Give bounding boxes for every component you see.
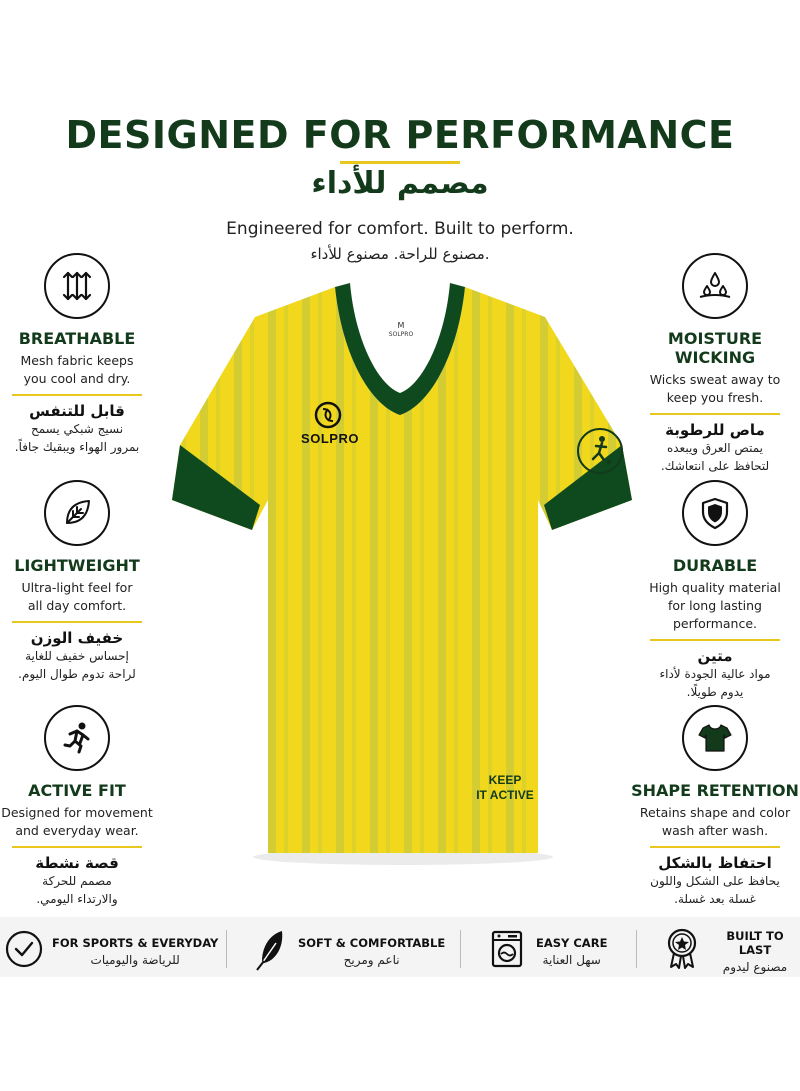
feature-title-arabic: خفيف الوزن <box>30 629 124 647</box>
benefit-title-arabic: سهل العناية <box>542 952 601 967</box>
size-tag: M <box>397 321 405 330</box>
benefit-soft-comfortable <box>254 927 445 975</box>
bottom-divider <box>226 930 227 968</box>
award-badge-icon <box>664 927 700 975</box>
bottom-divider <box>460 930 461 968</box>
feature-desc-arabic: يمتص العرق ويبعده لتحافظ على انتعاشك. <box>660 441 770 473</box>
benefit-title: FOR SPORTS & EVERYDAY <box>52 935 219 950</box>
feather-icon <box>254 927 290 975</box>
leaf-icon <box>44 480 110 546</box>
feature-desc: Mesh fabric keeps you cool and dry. <box>20 353 134 386</box>
feature-moisture-wicking <box>630 253 800 475</box>
feature-divider <box>650 639 780 641</box>
runner-icon <box>44 705 110 771</box>
feature-durable <box>630 480 800 701</box>
benefit-easy-care <box>490 927 607 975</box>
feature-desc-arabic: مواد عالية الجودة لأداء يدوم طويلًا. <box>659 667 771 699</box>
page-subtitle: Engineered for comfort. Built to perform. <box>226 219 574 239</box>
feature-desc: High quality material for long lasting performance. <box>649 580 781 631</box>
feature-desc: Ultra-light feel for all day comfort. <box>21 580 133 613</box>
shirt-slogan: KEEP IT ACTIVE <box>476 773 534 802</box>
feature-desc-arabic: نسيج شبكي يسمح بمرور الهواء ويبقيك جافاً. <box>14 422 140 454</box>
feature-divider <box>12 846 142 848</box>
feature-shape-retention <box>630 705 800 908</box>
tshirt-icon <box>682 705 748 771</box>
feature-lightweight <box>0 480 162 683</box>
benefit-built-to-last <box>664 927 800 975</box>
washing-machine-icon <box>490 929 524 973</box>
feature-breathable <box>0 253 162 456</box>
feature-title: LIGHTWEIGHT <box>14 556 140 575</box>
check-circle-icon <box>4 929 44 973</box>
benefit-title-arabic: للرياضة واليوميات <box>90 952 180 967</box>
feature-desc: Designed for movement and everyday wear. <box>1 805 153 838</box>
feature-desc-arabic: مصمم للحركة والارتداء اليومي. <box>36 874 118 906</box>
feature-divider <box>650 846 780 848</box>
title-underline <box>340 161 460 164</box>
feature-divider <box>12 621 142 623</box>
feature-desc: Retains shape and color wash after wash. <box>639 805 791 838</box>
benefit-sports-everyday <box>4 927 218 975</box>
feature-title-arabic: ماص للرطوبة <box>665 421 765 439</box>
feature-desc-arabic: إحساس خفيف للغاية لراحة تدوم طوال اليوم. <box>18 649 136 681</box>
benefit-title-arabic: ناعم ومريح <box>343 952 400 967</box>
product-shirt-image <box>160 275 640 875</box>
page-title-arabic: مصمم للأداء <box>311 166 489 201</box>
feature-title-arabic: متين <box>697 647 733 665</box>
feature-desc: Wicks sweat away to keep you fresh. <box>649 372 781 405</box>
neck-tag-brand: SOLPRO <box>388 331 414 338</box>
benefit-title: SOFT & COMFORTABLE <box>298 935 446 950</box>
feature-desc-arabic: يحافظ على الشكل واللون غسلة بعد غسلة. <box>650 874 780 906</box>
page-title: DESIGNED FOR PERFORMANCE <box>65 113 735 157</box>
feature-active-fit <box>0 705 162 908</box>
shirt-brand-label: SOLPRO <box>301 431 359 446</box>
feature-divider <box>650 413 780 415</box>
droplets-icon <box>682 253 748 319</box>
feature-title-arabic: قصة نشطة <box>35 854 119 872</box>
page-subtitle-arabic: مصنوع للراحة. مصنوع للأداء. <box>310 245 490 263</box>
feature-title: SHAPE RETENTION <box>631 781 799 800</box>
feature-title-arabic: قابل للتنفس <box>29 402 125 420</box>
feature-title: BREATHABLE <box>18 329 136 348</box>
bottom-divider <box>636 930 637 968</box>
feature-title: ACTIVE FIT <box>28 781 126 800</box>
feature-title-arabic: احتفاظ بالشكل <box>658 854 772 872</box>
feature-title: MOISTURE WICKING <box>667 329 763 367</box>
benefit-title: EASY CARE <box>536 935 608 950</box>
benefit-title-arabic: مصنوع ليدوم <box>722 959 788 974</box>
arrows-up-down-icon <box>44 253 110 319</box>
feature-title: DURABLE <box>672 556 758 575</box>
feature-divider <box>12 394 142 396</box>
shield-icon <box>682 480 748 546</box>
benefit-title: BUILT TO LAST <box>726 928 784 957</box>
